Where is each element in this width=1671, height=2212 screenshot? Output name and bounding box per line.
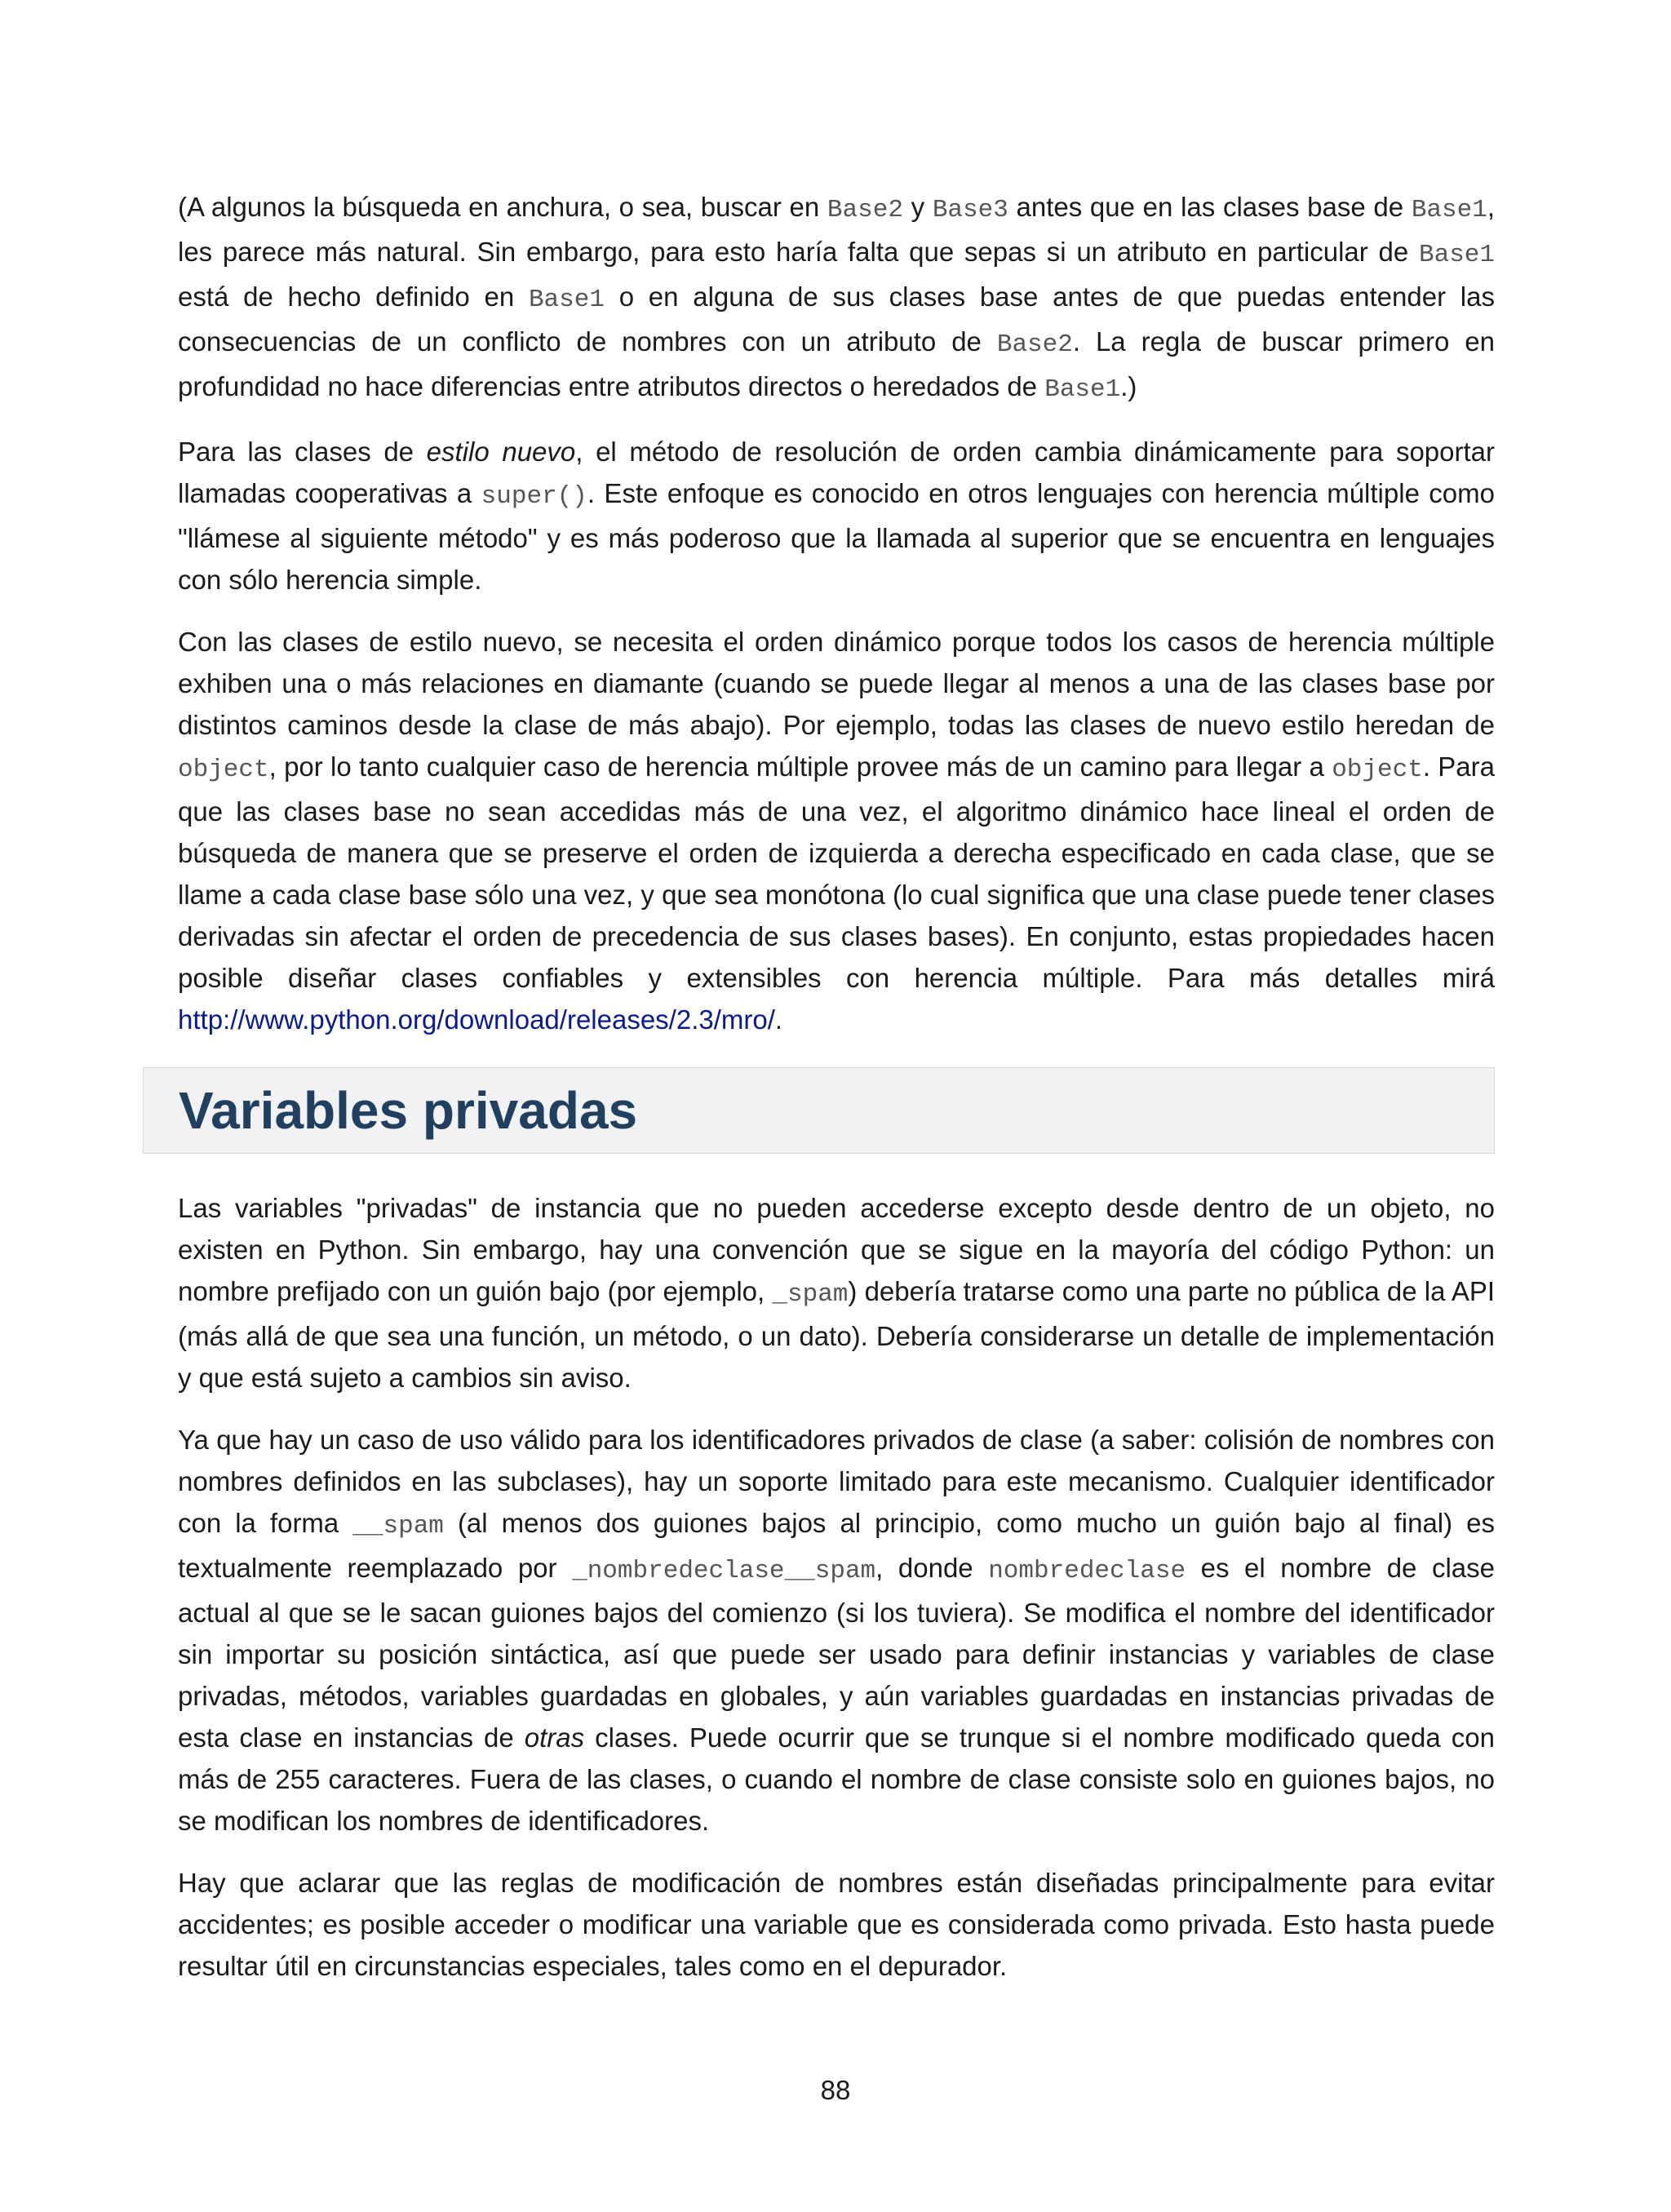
text: Con las clases de estilo nuevo, se necesita el orden dinámico porque todos los casos de herencia múltiple exhiben una o más relaciones en diamante (cuando se puede llegar al menos a una de las clases base por distintos caminos desde la clase de más abajo). Por ejemplo, todas las clases de nuevo estilo heredan de [178,627,1495,740]
text: ) debería tratarse como una parte no pública de la API (más allá de que sea una función, un método, o un dato). Debería considerarse un detalle de implementación y que está sujeto a cambios sin aviso. [178,1276,1496,1393]
text: Para las clases de [178,437,427,467]
text: . Este enfoque es conocido en otros lenguajes con herencia múltiple como "llámese al siguiente método" y es más poderoso que la llamada al superior que se encuentra en lenguajes con sólo herencia simple. [178,478,1496,595]
page-number: 88 [820,2075,851,2105]
text: , el método de resolución de orden cambia dinámicamente para soportar llamadas cooperativas a [178,437,1496,508]
paragraph-mangling-note [178,1862,1495,1987]
code-dunder-spam: __spam [352,1512,444,1540]
mro-link[interactable]: http://www.python.org/download/releases/2.3/mro/ [178,1004,775,1035]
paragraph-new-style [178,431,1495,601]
text: .) [1120,371,1137,401]
code-base2: Base2 [827,196,903,224]
mro-section [178,186,1495,1061]
code-mangled-name: _nombredeclase__spam [572,1557,876,1585]
text: Hay que aclarar que las reglas de modificación de nombres están diseñadas principalmente para evitar accidentes; es posible acceder o modificar una variable que es considerada como privada. Esto hasta puede resultar útil en circunstancias especiales, tales como en el depurador. [178,1868,1495,1981]
emphasis: estilo nuevo [426,437,576,467]
code-object: object [1332,756,1423,784]
code-base3: Base3 [932,196,1008,224]
text: Ya que hay un caso de uso válido para los identificadores privados de clase (a saber: colisión de nombres con nombres definidos en las subclases), hay un soporte limitado para este mecanismo. Cualquier identificador con la forma [178,1425,1495,1538]
code-base1: Base1 [1411,196,1487,224]
code-base1: Base1 [1418,241,1495,269]
code-base1: Base1 [1044,375,1121,404]
paragraph-diamond [178,621,1495,1040]
code-classname: nombredeclase [988,1557,1186,1585]
text: . La regla de buscar primero en profundidad no hace diferencias entre atributos directos o heredados de [178,326,1495,401]
text: (A algunos la búsqueda en anchura, o sea, buscar en [178,192,827,222]
code-base1: Base1 [528,286,605,314]
paragraph-private-intro [178,1187,1495,1399]
code-base2: Base2 [996,330,1073,359]
code-object: object [178,756,269,784]
text: y [902,192,933,222]
code-spam: _spam [772,1280,849,1309]
code-super: super() [481,482,587,511]
paragraph-breadth-first [178,186,1495,410]
text: , donde [875,1553,989,1583]
emphasis: otras [524,1722,585,1753]
paragraph-name-mangling [178,1419,1495,1842]
text: (al menos dos guiones bajos al principio, como mucho un guión bajo al final) es textualmente reemplazado por [178,1508,1495,1583]
text: o en alguna de sus clases base antes de que puedas entender las consecuencias de un conflicto de nombres con un atributo de [178,281,1495,357]
text: está de hecho definido en [178,281,529,312]
text: es el nombre de clase actual al que se le sacan guiones bajos del comienzo (si los tuviera). Se modifica el nombre del identificador sin importar su posición sintáctica, así que puede ser usado para definir instancias y variables de clase privadas, métodos, variables guardadas en globales, y aún variables guardadas en instancias privadas de esta clase en instancias de [178,1553,1495,1753]
text: , por lo tanto cualquier caso de herencia múltiple provee más de un camino para llegar a [268,751,1332,782]
text: , les parece más natural. Sin embargo, para esto haría falta que sepas si un atributo en particular de [178,192,1495,267]
section-heading: Variables privadas [179,1081,638,1140]
section-heading-box [143,1067,1495,1154]
text: antes que en las clases base de [1008,192,1412,222]
text: clases. Puede ocurrir que se trunque si el nombre modificado queda con más de 255 caracteres. Fuera de las clases, o cuando el nombre de clase consiste solo en guiones bajos, no se modifican los nombres de identificadores. [178,1722,1495,1836]
text: . [774,1004,783,1035]
text: Las variables "privadas" de instancia que no pueden accederse excepto desde dentro de un objeto, no existen en Python. Sin embargo, hay una convención que se sigue en la mayoría del código Python: un nombre prefijado con un guión bajo (por ejemplo, [178,1193,1495,1306]
text: . Para que las clases base no sean accedidas más de una vez, el algoritmo dinámico hace lineal el orden de búsqueda de manera que se preserve el orden de izquierda a derecha especificado en cada clase, que se llame a cada clase base sólo una vez, y que sea monótona (lo cual significa que una clase puede tener clases derivadas sin afectar el orden de precedencia de sus clases bases). En conjunto, estas propiedades hacen posible diseñar clases confiables y extensibles con herencia múltiple. Para más detalles mirá [178,751,1495,993]
private-variables-section [178,1187,1495,2007]
